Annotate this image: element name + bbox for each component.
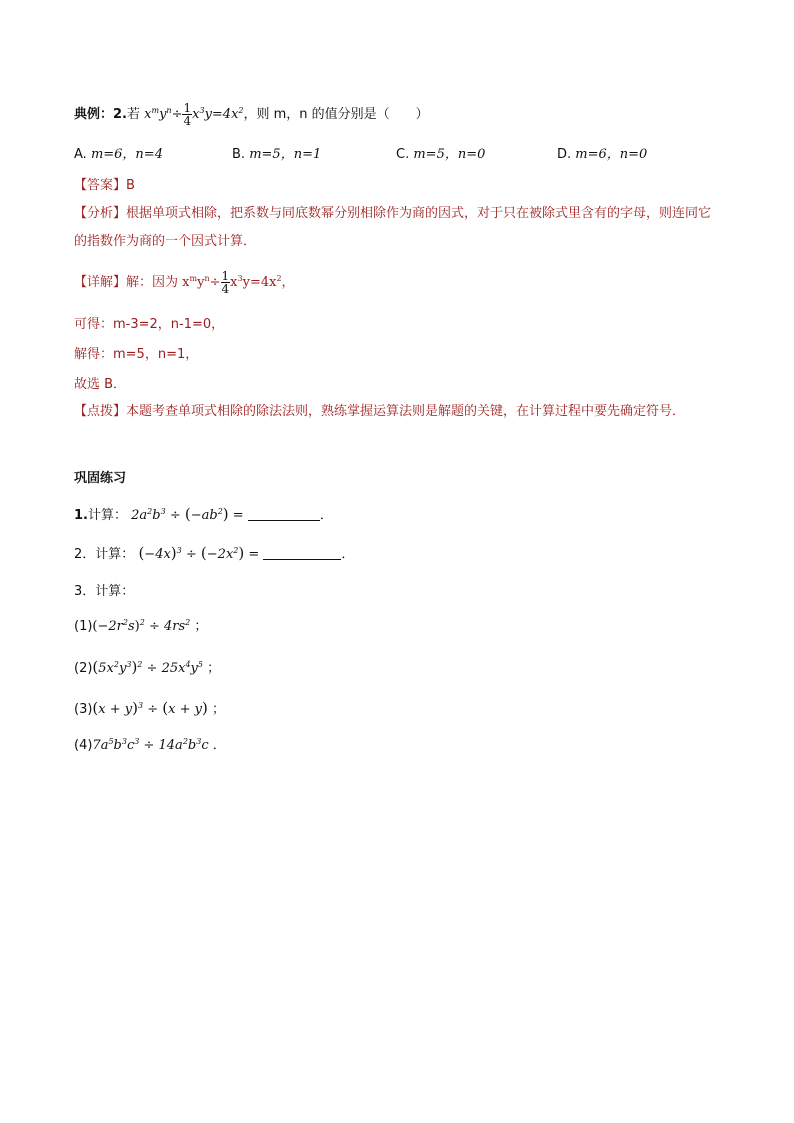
example-label: 典例：2. — [74, 107, 127, 122]
q1-answer-blank[interactable] — [248, 520, 320, 521]
practice-q1: 1.计算： $2a^2b^3 \div (-ab^2)$ = ． — [74, 505, 333, 523]
option-c: C. m=5，n=0 — [396, 147, 486, 162]
answer-value: B — [126, 178, 135, 193]
detail-step-3: 故选 B． — [74, 377, 127, 392]
q1-expression: $2a^2b^3 \div (-ab^2)$ = — [131, 505, 248, 523]
tip-paragraph: 【点拨】本题考查单项式相除的除法法则，熟练掌握运算法则是解题的关键，在计算过程中要先确定符号． — [74, 404, 686, 419]
practice-heading: 巩固练习 — [74, 471, 127, 486]
detail-line: 【详解】解：因为 $x^my^n\div$ $\frac{1}{4}$ $x^3y=4x^2$， — [74, 269, 295, 296]
example-question: 典例：2.若 $x^my^n\div$ $\frac{1}{4}$ $x^3y=4x^2$，则 m，n 的值分别是（ ） — [74, 101, 429, 128]
detail-step-1: 可得：m-3=2，n-1=0， — [74, 317, 225, 332]
detail-expression: $x^my^n\div$ $\frac{1}{4}$ $x^3y=4x^2$ — [182, 269, 282, 296]
practice-q2: 2．计算： $(-4x)^3 \div (-2x^2)$ = ． — [74, 544, 355, 562]
option-b: B. m=5，n=1 — [232, 147, 322, 162]
q2-expression: $(-4x)^3 \div (-2x^2)$ = — [138, 544, 264, 562]
answer-tag: 【答案】 — [74, 178, 127, 193]
fraction-quarter: $\frac{1}{4}$ — [183, 101, 192, 128]
detail-fraction: $\frac{1}{4}$ — [221, 269, 230, 296]
detail-step-2: 解得：m=5，n=1， — [74, 347, 199, 362]
answer-line — [74, 174, 135, 193]
analysis-paragraph: 【分析】根据单项式相除，把系数与同底数幂分别相除作为商的因式，对于只在被除式里含有的字母，则连同它的指数作为商的一个因式计算． — [74, 206, 712, 249]
option-d: D. m=6，n=0 — [557, 147, 648, 162]
option-a: A. m=6，n=4 — [74, 147, 163, 162]
q3-item-1: $(1)(-2r^2s)^2 \div 4rs^2$ ； — [74, 618, 208, 634]
question-expression: $x^my^n\div$ $\frac{1}{4}$ $x^3y=4x^2$ — [144, 101, 244, 128]
practice-q3: 3．计算： — [74, 584, 135, 599]
q3-item-2: $(2)(5x^2y^3)^2 \div 25x^4y^5$ ； — [74, 658, 221, 676]
q3-item-3: $(3)(x + y)^3 \div (x + y)$ ； — [74, 699, 225, 717]
q2-answer-blank[interactable] — [263, 559, 341, 560]
q3-item-4: $(4)7a^5b^3c^3 \div 14a^2b^3c$ ． — [74, 737, 226, 753]
